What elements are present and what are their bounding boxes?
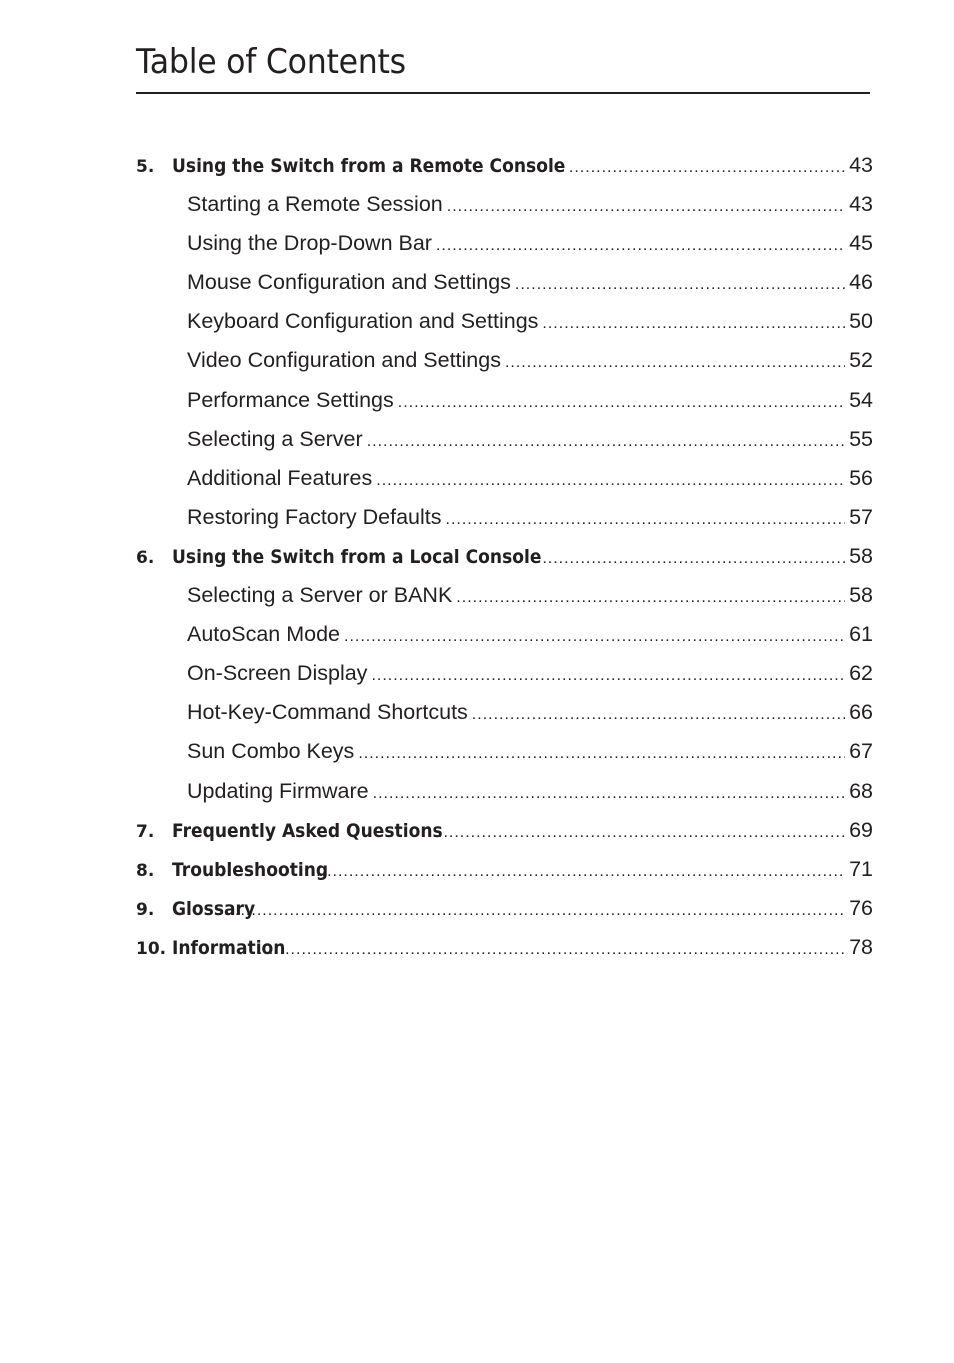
toc-subsection-entry[interactable]	[136, 185, 873, 224]
toc-subsection-entry[interactable]	[136, 576, 873, 615]
toc-entry-label: Video Configuration and Settings	[187, 348, 501, 373]
dot-leader	[542, 304, 845, 341]
page-title: Table of Contents	[136, 42, 406, 82]
title-divider	[136, 92, 870, 94]
dot-leader	[258, 930, 845, 967]
toc-page-number: 66	[849, 700, 873, 725]
toc-page-number: 52	[849, 348, 873, 373]
toc-section-number: 9.	[136, 899, 155, 920]
toc-subsection-entry[interactable]	[136, 381, 873, 420]
toc-page-number: 76	[849, 895, 873, 920]
toc-subsection-entry[interactable]	[136, 302, 873, 341]
toc-page-number: 55	[849, 426, 873, 451]
toc-section-entry[interactable]	[136, 537, 873, 576]
toc-subsection-entry[interactable]	[136, 772, 873, 811]
toc-page-number: 62	[849, 661, 873, 686]
dot-leader	[398, 383, 845, 420]
dot-leader	[446, 500, 846, 537]
toc-entry-label: Hot-Key-Command Shortcuts	[187, 700, 468, 725]
toc-entry-label: Sun Combo Keys	[187, 739, 355, 764]
toc-entry-label: Performance Settings	[187, 387, 394, 412]
toc-page-number: 58	[849, 543, 873, 568]
toc-section-entry[interactable]	[136, 850, 873, 889]
dot-leader	[515, 265, 845, 302]
toc-subsection-entry[interactable]	[136, 263, 873, 302]
dot-leader	[224, 891, 845, 928]
toc-entry-label: Frequently Asked Questions	[172, 819, 443, 842]
toc-entry-label: On-Screen Display	[187, 661, 368, 686]
dot-leader	[505, 343, 845, 380]
toc-entry-label: Using the Switch from a Local Console	[172, 545, 542, 568]
toc-subsection-entry[interactable]	[136, 459, 873, 498]
toc-entry-label: Starting a Remote Session	[187, 192, 443, 217]
toc-page-number: 56	[849, 465, 873, 490]
toc-entry-label: Using the Switch from a Remote Console	[172, 155, 566, 177]
toc-subsection-entry[interactable]	[136, 732, 873, 771]
dot-leader	[371, 656, 845, 693]
toc-page-number: 71	[849, 856, 873, 881]
toc-section-entry[interactable]	[136, 889, 873, 928]
table-of-contents	[136, 146, 873, 967]
dot-leader	[344, 617, 845, 654]
toc-subsection-entry[interactable]	[136, 654, 873, 693]
toc-entry-label: AutoScan Mode	[187, 622, 340, 647]
toc-page-number: 78	[849, 934, 873, 959]
toc-entry-label: Troubleshooting	[172, 858, 329, 881]
toc-entry-label: Updating Firmware	[187, 778, 369, 803]
toc-section-number: 5.	[136, 157, 155, 177]
toc-page-number: 45	[849, 231, 873, 256]
toc-page-number: 69	[849, 817, 873, 842]
toc-entry-label: Restoring Factory Defaults	[187, 504, 442, 529]
toc-entry-label: Using the Drop-Down Bar	[187, 231, 432, 256]
toc-subsection-entry[interactable]	[136, 341, 873, 380]
toc-section-number: 8.	[136, 860, 155, 881]
toc-page-number: 58	[849, 583, 873, 608]
toc-entry-label: Additional Features	[187, 465, 373, 490]
toc-entry-label: Information	[172, 936, 286, 959]
toc-section-entry[interactable]	[136, 146, 873, 185]
toc-page-number: 67	[849, 739, 873, 764]
toc-section-entry[interactable]	[136, 928, 873, 967]
toc-entry-label: Keyboard Configuration and Settings	[187, 309, 539, 334]
toc-page-number: 61	[849, 622, 873, 647]
toc-page-number: 50	[849, 309, 873, 334]
toc-entry-label: Selecting a Server or BANK	[187, 583, 453, 608]
dot-leader	[542, 539, 845, 576]
toc-page-number: 68	[849, 778, 873, 803]
toc-entry-label: Mouse Configuration and Settings	[187, 270, 511, 295]
dot-leader	[472, 695, 845, 732]
toc-subsection-entry[interactable]	[136, 693, 873, 732]
toc-section-number: 6.	[136, 547, 155, 568]
toc-entry-label: Glossary	[172, 897, 256, 920]
toc-section-number: 10.	[136, 938, 167, 959]
toc-page-number: 43	[849, 153, 873, 177]
toc-page-number: 54	[849, 387, 873, 412]
toc-subsection-entry[interactable]	[136, 420, 873, 459]
toc-section-entry[interactable]	[136, 811, 873, 850]
dot-leader	[367, 422, 845, 459]
toc-section-number: 7.	[136, 821, 155, 842]
dot-leader	[569, 148, 845, 185]
dot-leader	[373, 774, 845, 811]
toc-entry-label: Selecting a Server	[187, 426, 363, 451]
toc-subsection-entry[interactable]	[136, 615, 873, 654]
toc-page-number: 57	[849, 504, 873, 529]
dot-leader	[456, 578, 845, 615]
toc-subsection-entry[interactable]	[136, 498, 873, 537]
dot-leader	[447, 187, 845, 224]
dot-leader	[433, 813, 846, 850]
toc-subsection-entry[interactable]	[136, 224, 873, 263]
toc-page-number: 43	[849, 192, 873, 217]
dot-leader	[436, 226, 845, 263]
toc-page-number: 46	[849, 270, 873, 295]
dot-leader	[305, 852, 845, 889]
dot-leader	[376, 461, 845, 498]
dot-leader	[358, 734, 845, 771]
